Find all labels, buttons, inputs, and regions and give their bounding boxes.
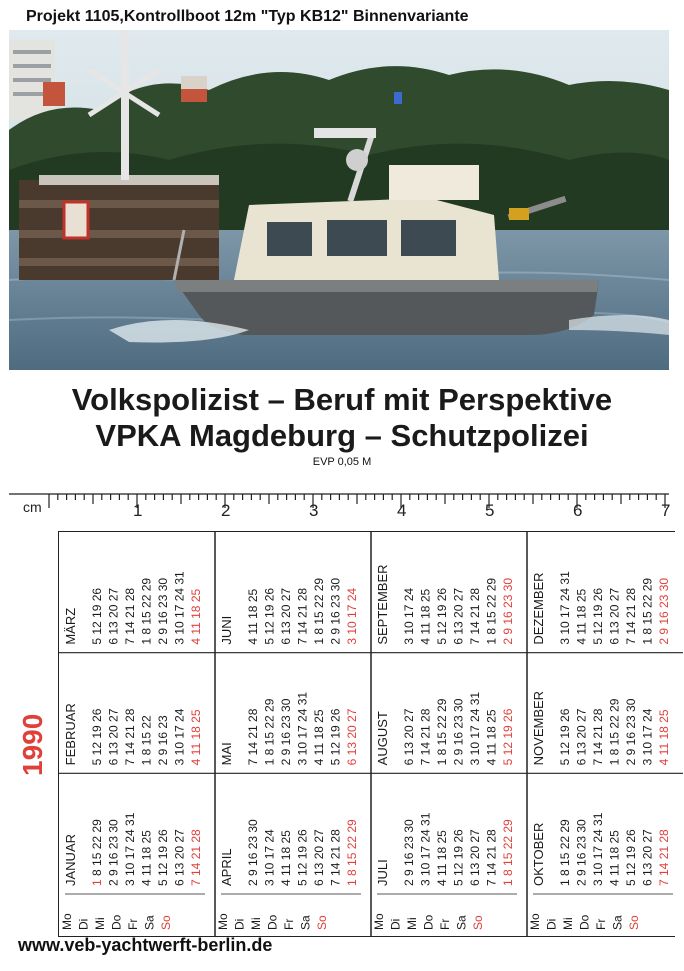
day-numbers: 3 10 17 24 — [402, 587, 416, 645]
day-label: Mi — [405, 917, 419, 930]
calendar-column — [59, 571, 215, 930]
day-numbers: 1 8 15 22 29 — [484, 577, 499, 645]
day-label: Fr — [438, 918, 452, 930]
month-name: DEZEMBER — [531, 572, 546, 645]
calendar-grid — [58, 531, 675, 937]
price-label: EVP 0,05 M — [312, 456, 372, 468]
day-numbers: 3 10 17 24 — [262, 829, 277, 886]
day-numbers: 3 10 17 24 31 — [558, 571, 572, 645]
ruler — [9, 490, 669, 524]
day-numbers: 2 9 16 23 30 — [328, 577, 343, 645]
month-name: JUNI — [219, 615, 234, 645]
day-label: Mo — [216, 913, 230, 930]
day-label: Mo — [372, 913, 386, 930]
day-label: Fr — [282, 918, 296, 930]
day-numbers: 2 9 16 23 30 — [156, 577, 170, 645]
day-numbers: 6 13 20 27 — [106, 587, 121, 645]
day-numbers: 5 12 19 26 — [451, 829, 466, 886]
month-name: MÄRZ — [63, 607, 78, 645]
day-numbers: 5 12 19 26 — [558, 708, 572, 766]
day-numbers: 4 11 18 25 — [435, 830, 449, 886]
day-numbers: 7 14 21 28 — [123, 708, 137, 766]
day-label: So — [159, 915, 173, 930]
day-numbers: 6 13 20 27 — [468, 829, 482, 886]
day-numbers: 4 11 18 25 — [189, 588, 203, 645]
day-numbers: 3 10 17 24 31 — [295, 691, 310, 766]
day-numbers: 7 14 21 28 — [657, 829, 671, 886]
day-numbers: 2 9 16 23 30 — [624, 698, 638, 766]
day-numbers: 1 8 15 22 29 — [139, 577, 154, 645]
day-numbers: 3 10 17 24 — [640, 708, 655, 766]
day-numbers: 2 9 16 23 30 — [279, 698, 293, 766]
day-numbers: 5 12 19 26 — [295, 829, 310, 886]
day-numbers: 1 8 15 22 29 — [312, 577, 326, 645]
day-numbers: 4 11 18 25 — [418, 588, 433, 645]
day-numbers: 1 8 15 22 29 — [640, 577, 655, 645]
day-numbers: 3 10 17 24 31 — [468, 691, 482, 766]
day-label: Di — [544, 918, 559, 930]
month-name: OKTOBER — [531, 822, 546, 886]
footer-url: www.veb-yachtwerft-berlin.de — [18, 935, 273, 955]
day-numbers: 4 11 18 25 — [484, 709, 499, 766]
day-numbers: 1 8 15 22 29 — [501, 819, 515, 886]
day-label: Sa — [454, 915, 469, 930]
month-name: JULI — [375, 859, 390, 886]
day-numbers: 4 11 18 25 — [279, 830, 293, 886]
day-label: Do — [265, 914, 280, 930]
day-label: Di — [76, 918, 91, 930]
day-numbers: 6 13 20 27 — [640, 829, 655, 886]
day-numbers: 1 8 15 22 29 — [90, 819, 104, 886]
headline-primary: Volkspolizist – Beruf mit Perspektive — [71, 382, 613, 417]
year-label: 1990 — [17, 713, 48, 776]
day-numbers: 2 9 16 23 30 — [106, 819, 121, 886]
calendar-column — [371, 532, 527, 936]
day-numbers: 7 14 21 28 — [246, 708, 260, 766]
day-numbers: 3 10 17 24 — [172, 708, 187, 766]
day-label: So — [627, 915, 641, 930]
day-numbers: 4 11 18 25 — [607, 830, 622, 886]
day-numbers: 5 12 19 26 — [90, 587, 104, 645]
day-label: Mo — [528, 913, 542, 930]
day-numbers: 5 12 19 26 — [262, 587, 277, 645]
day-numbers: 4 11 18 25 — [657, 709, 671, 766]
day-label: Di — [232, 918, 247, 930]
day-numbers: 5 12 19 26 — [624, 829, 638, 886]
day-numbers: 3 10 17 24 31 — [172, 571, 187, 645]
day-numbers: 7 14 21 28 — [123, 587, 137, 645]
day-label: Sa — [298, 915, 313, 930]
month-name: APRIL — [219, 848, 234, 886]
day-numbers: 7 14 21 28 — [328, 829, 343, 886]
day-label: So — [471, 915, 485, 930]
day-numbers: 7 14 21 28 — [418, 708, 433, 766]
day-numbers: 1 8 15 22 29 — [435, 698, 449, 766]
day-numbers: 3 10 17 24 31 — [418, 812, 433, 886]
day-numbers: 6 13 20 27 — [106, 708, 121, 766]
day-label: Mi — [93, 917, 107, 930]
day-numbers: 2 9 16 23 30 — [501, 577, 515, 645]
day-numbers: 2 9 16 23 30 — [574, 819, 589, 886]
day-numbers: 3 10 17 24 31 — [123, 812, 137, 886]
day-label: So — [315, 915, 329, 930]
ruler-number: 3 — [309, 501, 319, 520]
day-numbers: 4 11 18 25 — [312, 709, 326, 766]
day-numbers: 6 13 20 27 — [607, 587, 622, 645]
headline-secondary: VPKA Magdeburg – Schutzpolizei — [95, 418, 589, 453]
day-numbers: 5 12 19 26 — [90, 708, 104, 766]
ruler-unit: cm — [23, 499, 42, 515]
day-numbers: 6 13 20 27 — [345, 708, 359, 766]
day-label: Di — [388, 918, 403, 930]
day-numbers: 1 8 15 22 29 — [345, 819, 359, 886]
day-label: Do — [421, 914, 436, 930]
day-label: Mi — [561, 917, 575, 930]
day-numbers: 2 9 16 23 30 — [246, 819, 260, 886]
day-label: Mo — [60, 913, 74, 930]
day-numbers: 7 14 21 28 — [591, 708, 605, 766]
month-name: FEBRUAR — [63, 703, 78, 766]
day-numbers: 4 11 18 25 — [246, 588, 260, 645]
day-numbers: 7 14 21 28 — [624, 587, 638, 645]
ruler-number: 1 — [133, 501, 143, 520]
day-numbers: 7 14 21 28 — [484, 829, 499, 886]
day-label: Do — [577, 914, 592, 930]
ruler-number: 5 — [485, 501, 495, 520]
day-label: Fr — [594, 918, 608, 930]
ruler-number: 4 — [397, 501, 407, 520]
day-label: Sa — [610, 915, 625, 930]
day-numbers: 1 8 15 22 — [139, 715, 154, 766]
month-name: SEPTEMBER — [375, 564, 390, 645]
ruler-number: 7 — [661, 501, 671, 520]
day-numbers: 4 11 18 25 — [139, 830, 154, 886]
day-numbers: 6 13 20 27 — [574, 708, 589, 766]
day-numbers: 2 9 16 23 30 — [657, 577, 671, 645]
day-numbers: 6 13 20 27 — [279, 587, 293, 645]
day-numbers: 4 11 18 25 — [574, 588, 589, 645]
day-numbers: 7 14 21 28 — [189, 829, 203, 886]
boat-photo — [9, 30, 669, 370]
day-numbers: 5 12 19 26 — [591, 587, 605, 645]
day-numbers: 2 9 16 23 — [156, 715, 170, 766]
day-numbers: 6 13 20 27 — [402, 708, 416, 766]
day-numbers: 6 13 20 27 — [312, 829, 326, 886]
day-numbers: 1 8 15 22 29 — [558, 819, 572, 886]
day-numbers: 2 9 16 23 30 — [402, 819, 416, 886]
day-numbers: 5 12 19 26 — [501, 708, 515, 766]
month-name: AUGUST — [375, 711, 390, 766]
day-numbers: 3 10 17 24 31 — [591, 812, 605, 886]
day-numbers: 3 10 17 24 — [345, 587, 359, 645]
day-numbers: 2 9 16 23 30 — [451, 698, 466, 766]
day-numbers: 1 8 15 22 29 — [607, 698, 622, 766]
ruler-number: 6 — [573, 501, 583, 520]
day-label: Mi — [249, 917, 263, 930]
day-numbers: 5 12 19 26 — [435, 587, 449, 645]
month-name: NOVEMBER — [531, 690, 546, 766]
day-label: Fr — [126, 918, 140, 930]
day-label: Sa — [142, 915, 157, 930]
day-numbers: 7 14 21 28 — [468, 587, 482, 645]
month-name: JANUAR — [63, 833, 78, 886]
day-numbers: 6 13 20 27 — [172, 829, 187, 886]
day-numbers: 6 13 20 27 — [451, 587, 466, 645]
day-numbers: 1 8 15 22 29 — [262, 698, 277, 766]
calendar-year — [12, 690, 52, 780]
ruler-number: 2 — [221, 501, 231, 520]
month-name: MAI — [219, 742, 234, 766]
calendar-column — [215, 532, 371, 936]
calendar-column — [527, 532, 683, 936]
day-numbers: 5 12 19 26 — [328, 708, 343, 766]
day-numbers: 5 12 19 26 — [156, 829, 170, 886]
document-title: Projekt 1105,Kontrollboot 12m "Typ KB12" Binnenvariante — [26, 8, 469, 25]
day-numbers: 4 11 18 25 — [189, 709, 203, 766]
day-label: Do — [109, 914, 124, 930]
day-numbers: 7 14 21 28 — [295, 587, 310, 645]
